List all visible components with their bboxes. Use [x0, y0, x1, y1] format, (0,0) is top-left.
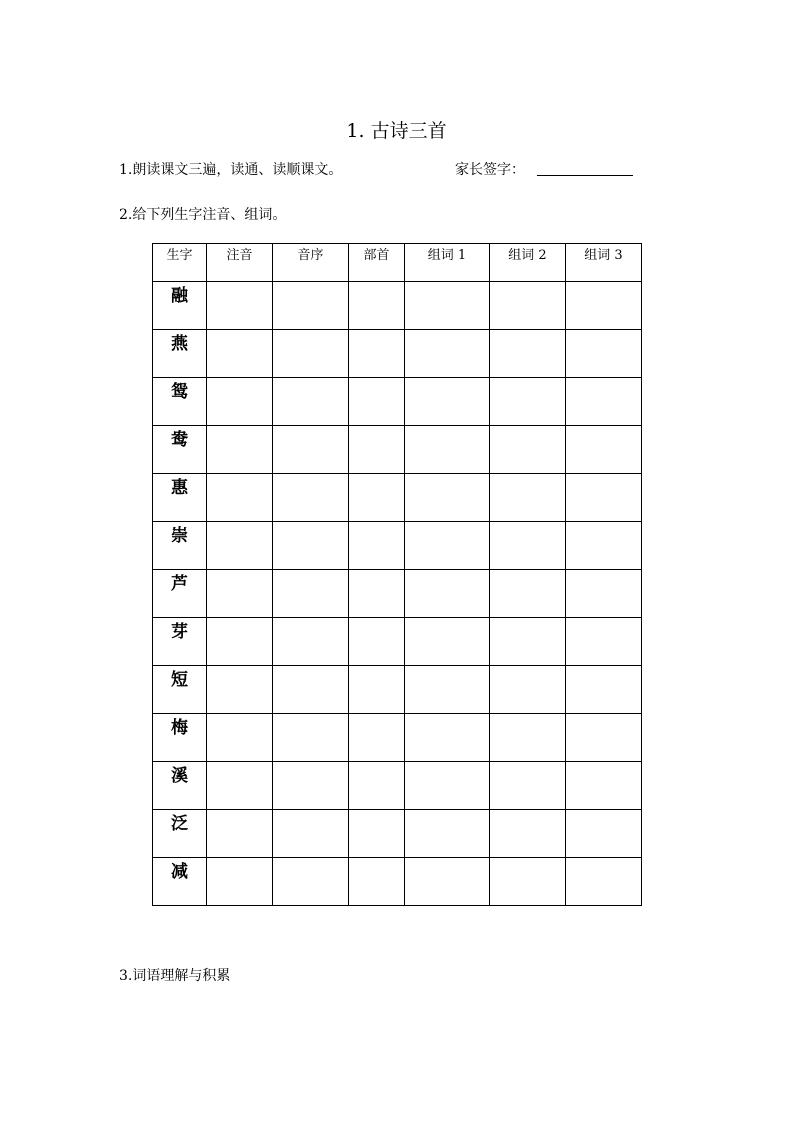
radical-cell[interactable] [349, 282, 405, 330]
character-cell: 芦 [153, 570, 207, 618]
radical-cell[interactable] [349, 474, 405, 522]
radical-cell[interactable] [349, 378, 405, 426]
word-3-cell[interactable] [566, 282, 642, 330]
character-cell: 芽 [153, 618, 207, 666]
word-1-cell[interactable] [405, 762, 490, 810]
header-radical: 部首 [349, 244, 405, 282]
word-2-cell[interactable] [490, 618, 566, 666]
pinyin-cell[interactable] [207, 618, 273, 666]
character-cell: 鸳 [153, 378, 207, 426]
character-cell: 惠 [153, 474, 207, 522]
pinyin-cell[interactable] [207, 570, 273, 618]
pinyin-cell[interactable] [207, 426, 273, 474]
word-2-cell[interactable] [490, 762, 566, 810]
word-1-cell[interactable] [405, 570, 490, 618]
table-header-row [153, 244, 642, 282]
word-2-cell[interactable] [490, 426, 566, 474]
header-word-1: 组词 1 [405, 244, 490, 282]
table-row [153, 762, 642, 810]
pinyin-cell[interactable] [207, 714, 273, 762]
table-row [153, 714, 642, 762]
word-2-cell[interactable] [490, 330, 566, 378]
character-cell: 崇 [153, 522, 207, 570]
radical-cell[interactable] [349, 762, 405, 810]
word-1-cell[interactable] [405, 522, 490, 570]
word-2-cell[interactable] [490, 522, 566, 570]
table-row [153, 426, 642, 474]
pinyin-cell[interactable] [207, 522, 273, 570]
header-phonetic-order: 音序 [273, 244, 349, 282]
question-1-text: 1.朗读课文三遍，读通、读顺课文。 [119, 162, 343, 178]
radical-cell[interactable] [349, 570, 405, 618]
character-cell: 泛 [153, 810, 207, 858]
table-row [153, 666, 642, 714]
word-3-cell[interactable] [566, 666, 642, 714]
pinyin-cell[interactable] [207, 378, 273, 426]
parent-signature-line[interactable] [537, 175, 633, 176]
word-3-cell[interactable] [566, 714, 642, 762]
phonetic-order-cell[interactable] [273, 330, 349, 378]
word-2-cell[interactable] [490, 810, 566, 858]
phonetic-order-cell[interactable] [273, 522, 349, 570]
radical-cell[interactable] [349, 714, 405, 762]
phonetic-order-cell[interactable] [273, 570, 349, 618]
header-pinyin: 注音 [207, 244, 273, 282]
radical-cell[interactable] [349, 522, 405, 570]
word-1-cell[interactable] [405, 330, 490, 378]
word-1-cell[interactable] [405, 378, 490, 426]
phonetic-order-cell[interactable] [273, 810, 349, 858]
page-title: 1. 古诗三首 [346, 120, 447, 142]
phonetic-order-cell[interactable] [273, 858, 349, 906]
word-1-cell[interactable] [405, 810, 490, 858]
table-row [153, 858, 642, 906]
word-3-cell[interactable] [566, 762, 642, 810]
phonetic-order-cell[interactable] [273, 666, 349, 714]
character-table [152, 243, 642, 906]
character-cell: 梅 [153, 714, 207, 762]
table-row [153, 474, 642, 522]
character-cell: 短 [153, 666, 207, 714]
radical-cell[interactable] [349, 618, 405, 666]
question-3-text: 3.词语理解与积累 [119, 968, 231, 984]
word-1-cell[interactable] [405, 666, 490, 714]
table-row [153, 570, 642, 618]
word-2-cell[interactable] [490, 474, 566, 522]
word-1-cell[interactable] [405, 858, 490, 906]
phonetic-order-cell[interactable] [273, 714, 349, 762]
phonetic-order-cell[interactable] [273, 474, 349, 522]
word-1-cell[interactable] [405, 618, 490, 666]
word-3-cell[interactable] [566, 858, 642, 906]
word-2-cell[interactable] [490, 666, 566, 714]
pinyin-cell[interactable] [207, 762, 273, 810]
pinyin-cell[interactable] [207, 666, 273, 714]
word-3-cell[interactable] [566, 474, 642, 522]
pinyin-cell[interactable] [207, 282, 273, 330]
word-3-cell[interactable] [566, 330, 642, 378]
header-word-3: 组词 3 [566, 244, 642, 282]
radical-cell[interactable] [349, 810, 405, 858]
pinyin-cell[interactable] [207, 474, 273, 522]
pinyin-cell[interactable] [207, 858, 273, 906]
table-row [153, 522, 642, 570]
character-cell: 融 [153, 282, 207, 330]
radical-cell[interactable] [349, 426, 405, 474]
pinyin-cell[interactable] [207, 810, 273, 858]
phonetic-order-cell[interactable] [273, 426, 349, 474]
character-cell: 溪 [153, 762, 207, 810]
phonetic-order-cell[interactable] [273, 618, 349, 666]
phonetic-order-cell[interactable] [273, 282, 349, 330]
character-cell: 燕 [153, 330, 207, 378]
table-row [153, 330, 642, 378]
phonetic-order-cell[interactable] [273, 378, 349, 426]
word-1-cell[interactable] [405, 426, 490, 474]
header-word-2: 组词 2 [490, 244, 566, 282]
word-1-cell[interactable] [405, 714, 490, 762]
pinyin-cell[interactable] [207, 330, 273, 378]
word-2-cell[interactable] [490, 858, 566, 906]
word-2-cell[interactable] [490, 570, 566, 618]
word-3-cell[interactable] [566, 522, 642, 570]
character-cell: 鸯 [153, 426, 207, 474]
word-1-cell[interactable] [405, 282, 490, 330]
word-3-cell[interactable] [566, 810, 642, 858]
word-3-cell[interactable] [566, 378, 642, 426]
parent-signature-label: 家长签字： [455, 162, 525, 178]
table-row [153, 282, 642, 330]
word-3-cell[interactable] [566, 570, 642, 618]
table-row [153, 378, 642, 426]
character-cell: 减 [153, 858, 207, 906]
word-2-cell[interactable] [490, 714, 566, 762]
word-1-cell[interactable] [405, 474, 490, 522]
word-2-cell[interactable] [490, 378, 566, 426]
radical-cell[interactable] [349, 330, 405, 378]
radical-cell[interactable] [349, 666, 405, 714]
table-row [153, 810, 642, 858]
radical-cell[interactable] [349, 858, 405, 906]
question-2-text: 2.给下列生字注音、组词。 [119, 207, 287, 223]
phonetic-order-cell[interactable] [273, 762, 349, 810]
header-character: 生字 [153, 244, 207, 282]
word-3-cell[interactable] [566, 426, 642, 474]
table-row [153, 618, 642, 666]
word-3-cell[interactable] [566, 618, 642, 666]
word-2-cell[interactable] [490, 282, 566, 330]
